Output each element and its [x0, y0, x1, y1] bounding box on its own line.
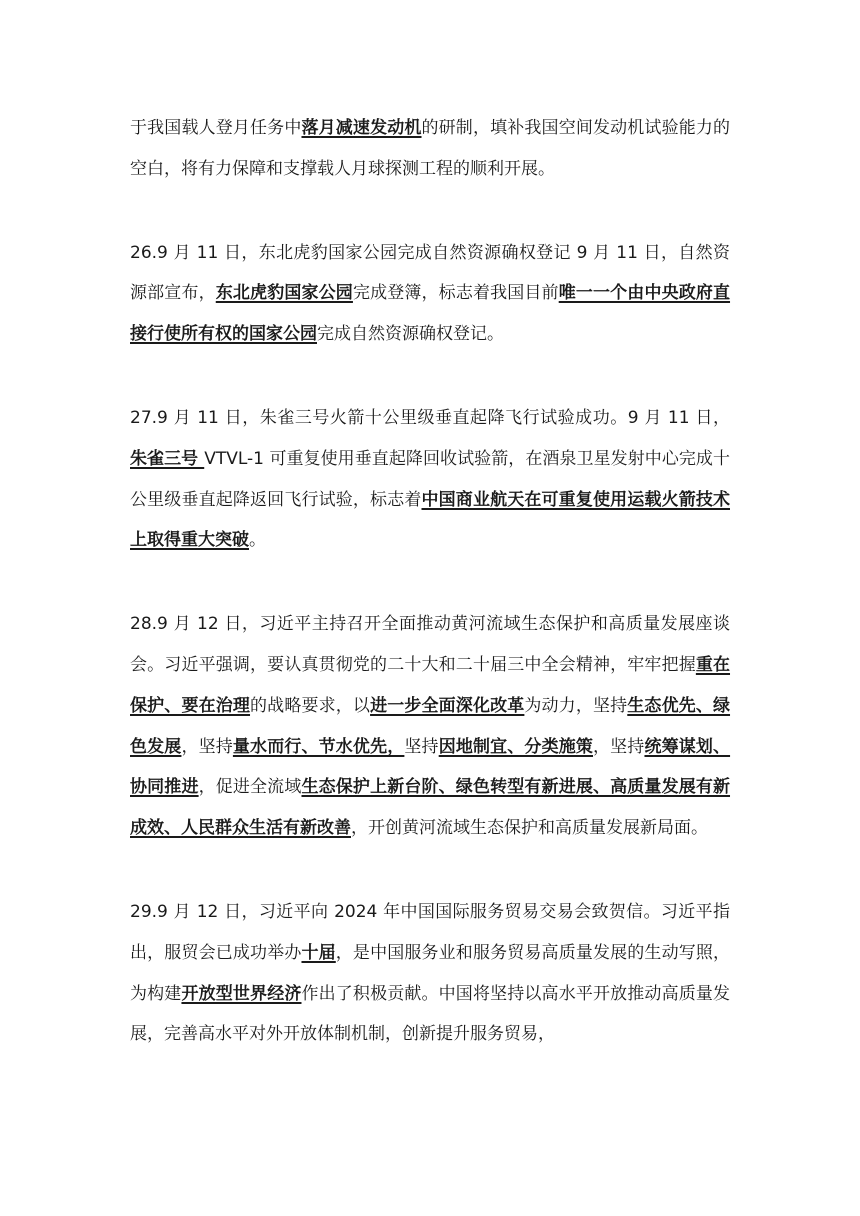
document-page [130, 108, 730, 1098]
text-run: VTVL-1 可重复使用垂直起降回收试验箭，在酒泉卫星发射中心完成十公里级垂直起降返回飞行试验，标志着 [130, 448, 730, 510]
emphasis-run: 开放型世界经济 [181, 983, 302, 1004]
emphasis-run: 量水而行、节水优先， [232, 736, 405, 757]
text-run: 坚持 [404, 736, 439, 757]
emphasis-run: 落月减速发动机 [301, 118, 422, 138]
emphasis-run: 中国商业航天在可重复使用运载火箭技术上取得重大突破 [130, 489, 730, 551]
emphasis-run: 东北虎豹国家公园 [215, 283, 353, 304]
paragraph-landing-engine [130, 108, 730, 190]
emphasis-run: 生态优先、绿色发展 [130, 695, 731, 757]
text-run: 26.9 月 11 日，东北虎豹国家公园完成自然资源确权登记 9 月 11 日，自然资源部宣布， [130, 242, 730, 304]
emphasis-run: 唯一一个由中央政府直接行使所有权的国家公园 [130, 283, 731, 345]
emphasis-run: 因地制宜、分类施策 [438, 736, 594, 757]
text-run: 为动力，坚持 [524, 695, 628, 716]
text-run: 于我国载人登月任务中 [130, 118, 302, 138]
text-run: 。 [249, 530, 266, 551]
text-run: ，促进全流域 [198, 777, 302, 798]
text-run: 27.9 月 11 日，朱雀三号火箭十公里级垂直起降飞行试验成功。9 月 11 日， [130, 407, 730, 428]
text-run: ，坚持 [593, 736, 645, 757]
text-run: 的战略要求，以 [250, 695, 371, 716]
emphasis-run: 重在保护、要在治理 [130, 654, 731, 716]
paragraph-27 [130, 398, 730, 561]
text-run: 29.9 月 12 日，习近平向 2024 年中国国际服务贸易交易会致贺信。习近平指出，服贸会已成功举办 [130, 901, 730, 963]
text-run: 完成登簿，标志着我国目前 [352, 283, 559, 304]
emphasis-run: 十届 [301, 942, 336, 963]
text-run: 作出了积极贡献。中国将坚持以高水平开放推动高质量发展，完善高水平对外开放体制机制，创新提升服务贸易， [130, 983, 731, 1045]
paragraph-26 [130, 233, 730, 355]
emphasis-run: 生态保护上新台阶、绿色转型有新进展、高质量发展有新成效、人民群众生活有新改善 [130, 777, 731, 839]
emphasis-run: 进一步全面深化改革 [370, 695, 525, 716]
text-run: ，开创黄河流域生态保护和高质量发展新局面。 [351, 818, 708, 839]
text-run: ，坚持 [181, 736, 233, 757]
text-run: 的研制，填补我国空间发动机试验能力的空白，将有力保障和支撑载人月球探测工程的顺利开展。 [130, 118, 731, 179]
paragraph-29 [130, 892, 730, 1055]
emphasis-run: 朱雀三号 [130, 448, 205, 469]
text-run: ，是中国服务业和服务贸易高质量发展的生动写照，为构建 [130, 942, 731, 1004]
text-run: 完成自然资源确权登记。 [317, 324, 504, 345]
paragraph-28 [130, 604, 730, 849]
text-run: 28.9 月 12 日，习近平主持召开全面推动黄河流域生态保护和高质量发展座谈会。习近平强调，要认真贯彻党的二十大和二十届三中全会精神，牢牢把握 [130, 614, 730, 675]
emphasis-run: 统筹谋划、协同推进 [130, 736, 731, 798]
